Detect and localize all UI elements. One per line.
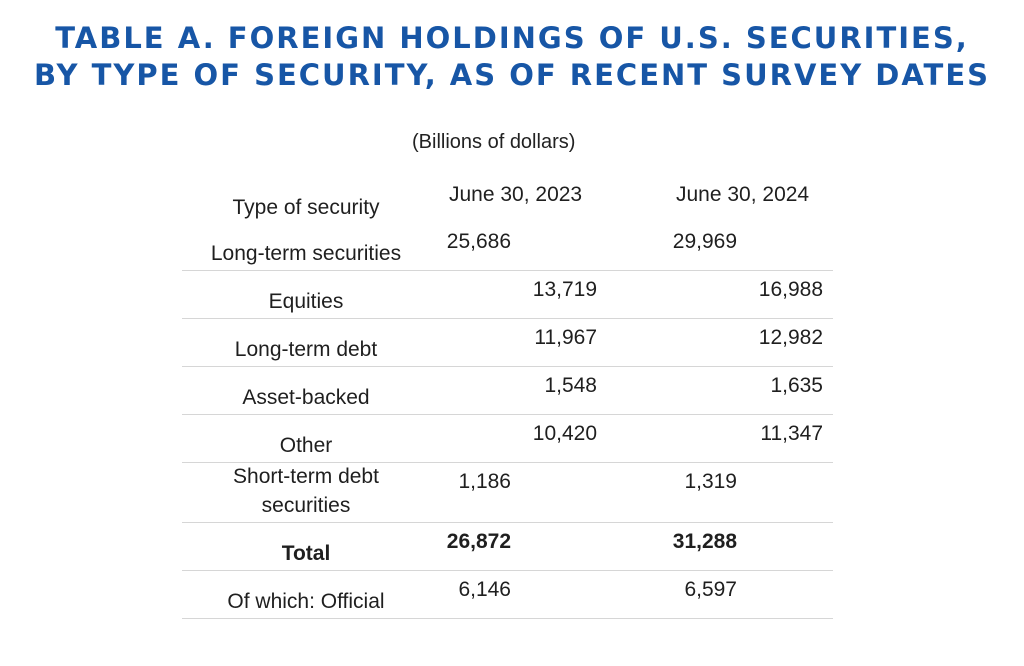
row-divider (182, 270, 833, 271)
title-line-2: BY TYPE OF SECURITY, AS OF RECENT SURVEY DATES (33, 58, 991, 92)
cell-long-term-debt-2024: 12,982 (758, 326, 823, 349)
cell-short-term-debt-2024: 1,319 (684, 470, 737, 493)
row-divider (182, 570, 833, 571)
row-label-total: Total (281, 542, 331, 565)
cell-other-2023: 10,420 (532, 422, 597, 445)
cell-official-2024: 6,597 (684, 578, 737, 601)
cell-asset-backed-2024: 1,635 (770, 374, 823, 397)
cell-equities-2024: 16,988 (758, 278, 823, 301)
cell-official-2023: 6,146 (458, 578, 511, 601)
row-label-short-term-debt-line1: Short-term debt (233, 465, 379, 488)
cell-long-term-debt-2023: 11,967 (534, 326, 597, 349)
units-subtitle: (Billions of dollars) (412, 131, 576, 153)
header-june-2024: June 30, 2024 (676, 183, 810, 206)
row-divider (182, 522, 833, 523)
row-divider (182, 618, 833, 619)
row-label-long-term-securities: Long-term securities (210, 242, 402, 265)
cell-long-term-securities-2024: 29,969 (672, 230, 737, 253)
row-label-of-which-official: Of which: Official (227, 590, 385, 613)
row-label-asset-backed: Asset-backed (242, 386, 370, 409)
cell-asset-backed-2023: 1,548 (544, 374, 597, 397)
cell-short-term-debt-2023: 1,186 (458, 470, 511, 493)
header-june-2023: June 30, 2023 (449, 183, 583, 206)
cell-total-2023: 26,872 (446, 530, 511, 553)
row-label-long-term-debt: Long-term debt (234, 338, 378, 361)
cell-equities-2023: 13,719 (532, 278, 597, 301)
row-divider (182, 318, 833, 319)
cell-other-2024: 11,347 (760, 422, 823, 445)
row-label-other: Other (279, 434, 333, 457)
header-type-of-security: Type of security (232, 196, 380, 219)
row-divider (182, 414, 833, 415)
row-divider (182, 366, 833, 367)
row-label-equities: Equities (268, 290, 344, 313)
row-label-short-term-debt-line2: securities (261, 494, 351, 517)
table-title (0, 20, 1024, 94)
cell-total-2024: 31,288 (672, 530, 737, 553)
cell-long-term-securities-2023: 25,686 (446, 230, 511, 253)
row-divider (182, 462, 833, 463)
title-line-1: TABLE A. FOREIGN HOLDINGS OF U.S. SECURITIES, (55, 21, 969, 55)
